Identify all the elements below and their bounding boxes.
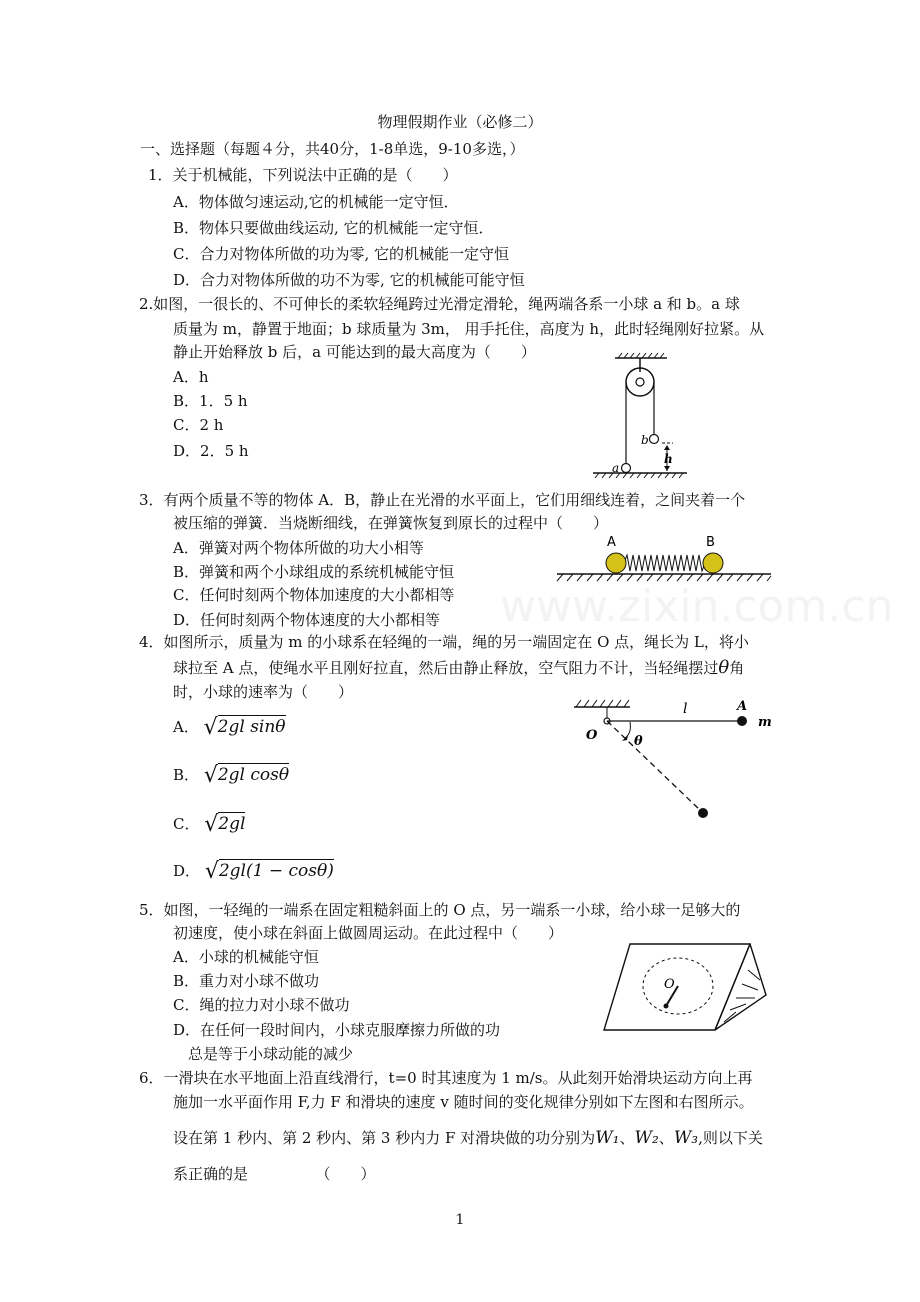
- q6-w1: W₁: [595, 1128, 620, 1148]
- q5-option-b: B．重力对小球不做功: [173, 972, 320, 990]
- q6-w3: W₃: [673, 1128, 699, 1148]
- q1-option-c: C．合力对物体所做的功为零, 它的机械能一定守恒: [173, 245, 510, 263]
- q6-stem-line4: 系正确的是 （ ）: [173, 1165, 376, 1183]
- q4-stem-line1: 4．如图所示，质量为 m 的小球系在轻绳的一端，绳的另一端固定在 O 点，绳长为 L，将小: [139, 633, 749, 651]
- q3-ball-b: [703, 553, 723, 573]
- q3-label-b: B: [706, 535, 715, 550]
- q4-option-c: C． √2gl: [173, 812, 246, 837]
- page-number: 1: [455, 1212, 465, 1228]
- q4-pendulum-figure: [570, 695, 775, 825]
- q6-w2: W₂: [634, 1128, 659, 1148]
- q2-label-a: a: [612, 461, 620, 475]
- q3-stem-line2: 被压缩的弹簧．当烧断细线，在弹簧恢复到原长的过程中（ ）: [173, 514, 609, 532]
- q2-stem-line1: 2.如图，一很长的、不可伸长的柔软轻绳跨过光滑定滑轮，绳两端各系一小球 a 和 b。a 球: [139, 295, 740, 313]
- q4-stem-line2-text: 球拉至 A 点，使绳水平且刚好拉直，然后由静止释放，空气阻力不计，当轻绳摆过: [173, 659, 719, 677]
- q6-stem-line3: 设在第 1 秒内、第 2 秒内、第 3 秒内力 F 对滑块做的功分别为W₁、W₂、W₃,则以下关: [173, 1128, 763, 1148]
- q4-label-o: O: [586, 728, 598, 743]
- q4-option-b-expr: 2gl cosθ: [217, 765, 290, 785]
- q4-theta-symbol: θ: [718, 657, 730, 678]
- q6-stem-line1: 6．一滑块在水平地面上沿直线滑行，t=0 时其速度为 1 m/s。从此刻开始滑块运动方向上再: [139, 1069, 753, 1087]
- q2-option-b: B．1．5 h: [173, 392, 248, 410]
- q1-option-b: B．物体只要做曲线运动, 它的机械能一定守恒．: [173, 219, 494, 237]
- q4-option-b: B． √2gl cosθ: [173, 763, 290, 788]
- q1-option-d: D．合力对物体所做的功不为零, 它的机械能可能守恒: [173, 271, 525, 289]
- q5-label-o: O: [664, 977, 675, 992]
- q5-option-d: D．在任何一段时间内，小球克服摩擦力所做的功: [173, 1021, 501, 1039]
- q4-ball-end: [698, 808, 708, 818]
- q2-ball-b: [650, 435, 659, 444]
- page-title: 物理假期作业（必修二）: [377, 113, 543, 131]
- q5-stem-line1: 5．如图，一轻绳的一端系在固定粗糙斜面上的 O 点，另一端系一小球，给小球一足够大的: [139, 901, 741, 919]
- watermark: www.zixin.com.cn: [500, 581, 894, 632]
- q3-stem-line1: 3．有两个质量不等的物体 A．B，静止在光滑的水平面上，它们用细线连着，之间夹着一个: [139, 491, 746, 509]
- q4-label-l: l: [683, 701, 688, 717]
- q2-pulley-figure: [585, 350, 695, 480]
- q4-option-a: A． √2gl sinθ: [173, 715, 286, 740]
- q2-option-d: D．2．5 h: [173, 442, 249, 460]
- q4-option-c-expr: 2gl: [218, 814, 246, 834]
- q5-option-d-cont: 总是等于小球动能的减少: [173, 1045, 354, 1063]
- section-heading: 一、选择题（每题４分，共40分，1-8单选，9-10多选，）: [140, 140, 525, 158]
- q2-stem-line2: 质量为 m，静置于地面；b 球质量为 3m， 用手托住，高度为 h，此时轻绳刚好拉紧。从: [173, 320, 765, 338]
- q2-stem-line3: 静止开始释放 b 后，a 可能达到的最大高度为（ ）: [173, 343, 536, 361]
- q4-stem-line2: [173, 658, 744, 678]
- q4-option-d: D． √2gl(1 − cosθ): [173, 859, 334, 884]
- q3-option-d: D．任何时刻两个物体速度的大小都相等: [173, 611, 441, 629]
- q4-option-a-expr: 2gl sinθ: [217, 717, 286, 737]
- q5-option-a: A．小球的机械能守恒: [173, 948, 319, 966]
- q2-label-b: b: [641, 433, 649, 447]
- q2-label-h: h: [664, 452, 673, 466]
- q4-stem-line3: 时，小球的速率为（ ）: [173, 683, 354, 701]
- q2-option-a: A．h: [173, 368, 209, 386]
- q3-label-a: A: [607, 535, 616, 550]
- q3-option-c: C．任何时刻两个物体加速度的大小都相等: [173, 586, 455, 604]
- q3-spring-figure: [553, 530, 775, 586]
- q5-option-c: C．绳的拉力对小球不做功: [173, 996, 350, 1014]
- q2-ball-a: [622, 464, 631, 473]
- q3-option-a: A．弹簧对两个物体所做的功大小相等: [173, 539, 424, 557]
- q4-label-m: m: [758, 715, 772, 730]
- q4-option-d-expr: 2gl(1 − cosθ): [218, 861, 334, 881]
- q4-ball-a: [737, 716, 747, 726]
- q5-stem-line2: 初速度，使小球在斜面上做圆周运动。在此过程中（ ）: [173, 924, 564, 942]
- q2-option-c: C．2 h: [173, 416, 224, 434]
- q3-ball-a: [606, 553, 626, 573]
- q3-option-b: B．弹簧和两个小球组成的系统机械能守恒: [173, 563, 455, 581]
- q1-option-a: A．物体做匀速运动,它的机械能一定守恒．: [173, 193, 459, 211]
- q4-label-theta: θ: [634, 734, 643, 749]
- q4-label-a: A: [737, 699, 748, 714]
- q4-stem-line2-suffix: 角: [729, 659, 745, 677]
- q6-stem-line2: 施加一水平面作用 F,力 F 和滑块的速度 v 随时间的变化规律分别如下左图和右图所示。: [173, 1093, 754, 1111]
- q1-stem: 1．关于机械能，下列说法中正确的是（ ）: [148, 166, 458, 184]
- q5-incline-figure: [600, 940, 770, 1036]
